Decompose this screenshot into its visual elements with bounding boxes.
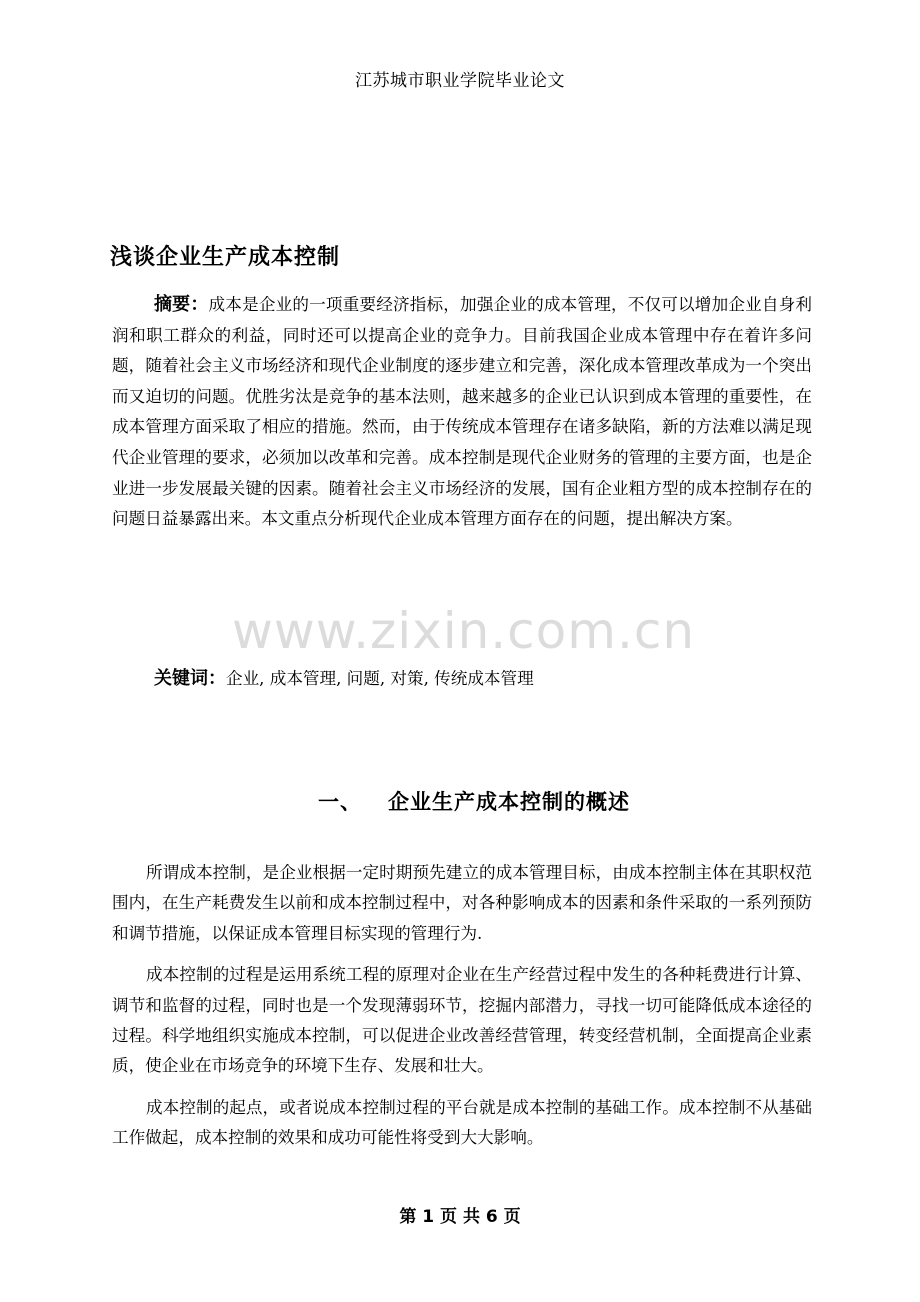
body-paragraph: 所谓成本控制，是企业根据一定时期预先建立的成本管理目标，由成本控制主体在其职权范围内，在生产耗费发生以前和成本控制过程中，对各种影响成本的因素和条件采取的一系列预防和调节措施，以保证成本管理目标实现的管理行为.: [112, 863, 812, 943]
page-header: 江苏城市职业学院毕业论文: [355, 71, 565, 91]
keywords-text: 企业, 成本管理, 问题, 对策, 传统成本管理: [226, 669, 534, 688]
section-title: 企业生产成本控制的概述: [388, 790, 630, 814]
keywords-label: 关键词：: [154, 668, 226, 689]
section-number: 一、: [318, 790, 362, 814]
keywords: [154, 664, 534, 690]
body-paragraph: 成本控制的过程是运用系统工程的原理对企业在生产经营过程中发生的各种耗费进行计算、调节和监督的过程，同时也是一个发现薄弱环节，挖掘内部潜力，寻找一切可能降低成本途径的过程。科学地组织实施成本控制，可以促进企业改善经营管理，转变经营机制，全面提高企业素质，使企业在市场竞争的环境下生存、发展和壮大。: [112, 965, 812, 1076]
paper-title: 浅谈企业生产成本控制: [110, 245, 341, 270]
watermark-text: www.zixin.com.cn: [232, 602, 696, 660]
body-paragraph: 成本控制的起点，或者说成本控制过程的平台就是成本控制的基础工作。成本控制不从基础工作做起，成本控制的效果和成功可能性将受到大大影响。: [112, 1097, 812, 1148]
abstract: [112, 290, 812, 535]
section-body: [112, 858, 812, 1165]
section-heading: [318, 786, 630, 816]
abstract-label: 摘要：: [154, 294, 209, 315]
abstract-text: 成本是企业的一项重要经济指标，加强企业的成本管理，不仅可以增加企业自身利润和职工群众的利益，同时还可以提高企业的竞争力。目前我国企业成本管理中存在着许多问题，随着社会主义市场经济和现代企业制度的逐步建立和完善，深化成本管理改革成为一个突出而又迫切的问题。优胜劣汰是竞争的基本法则，越来越多的企业已认识到成本管理的重要性，在成本管理方面采取了相应的措施。然而，由于传统成本管理存在诸多缺陷，新的方法难以满足现代企业管理的要求，必须加以改革和完善。成本控制是现代企业财务的管理的主要方面，也是企业进一步发展最关键的因素。随着社会主义市场经济的发展，国有企业粗方型的成本控制存在的问题日益暴露出来。本文重点分析现代企业成本管理方面存在的问题，提出解决方案。: [112, 295, 813, 529]
page-footer: 第 1 页 共 6 页: [399, 1207, 521, 1227]
